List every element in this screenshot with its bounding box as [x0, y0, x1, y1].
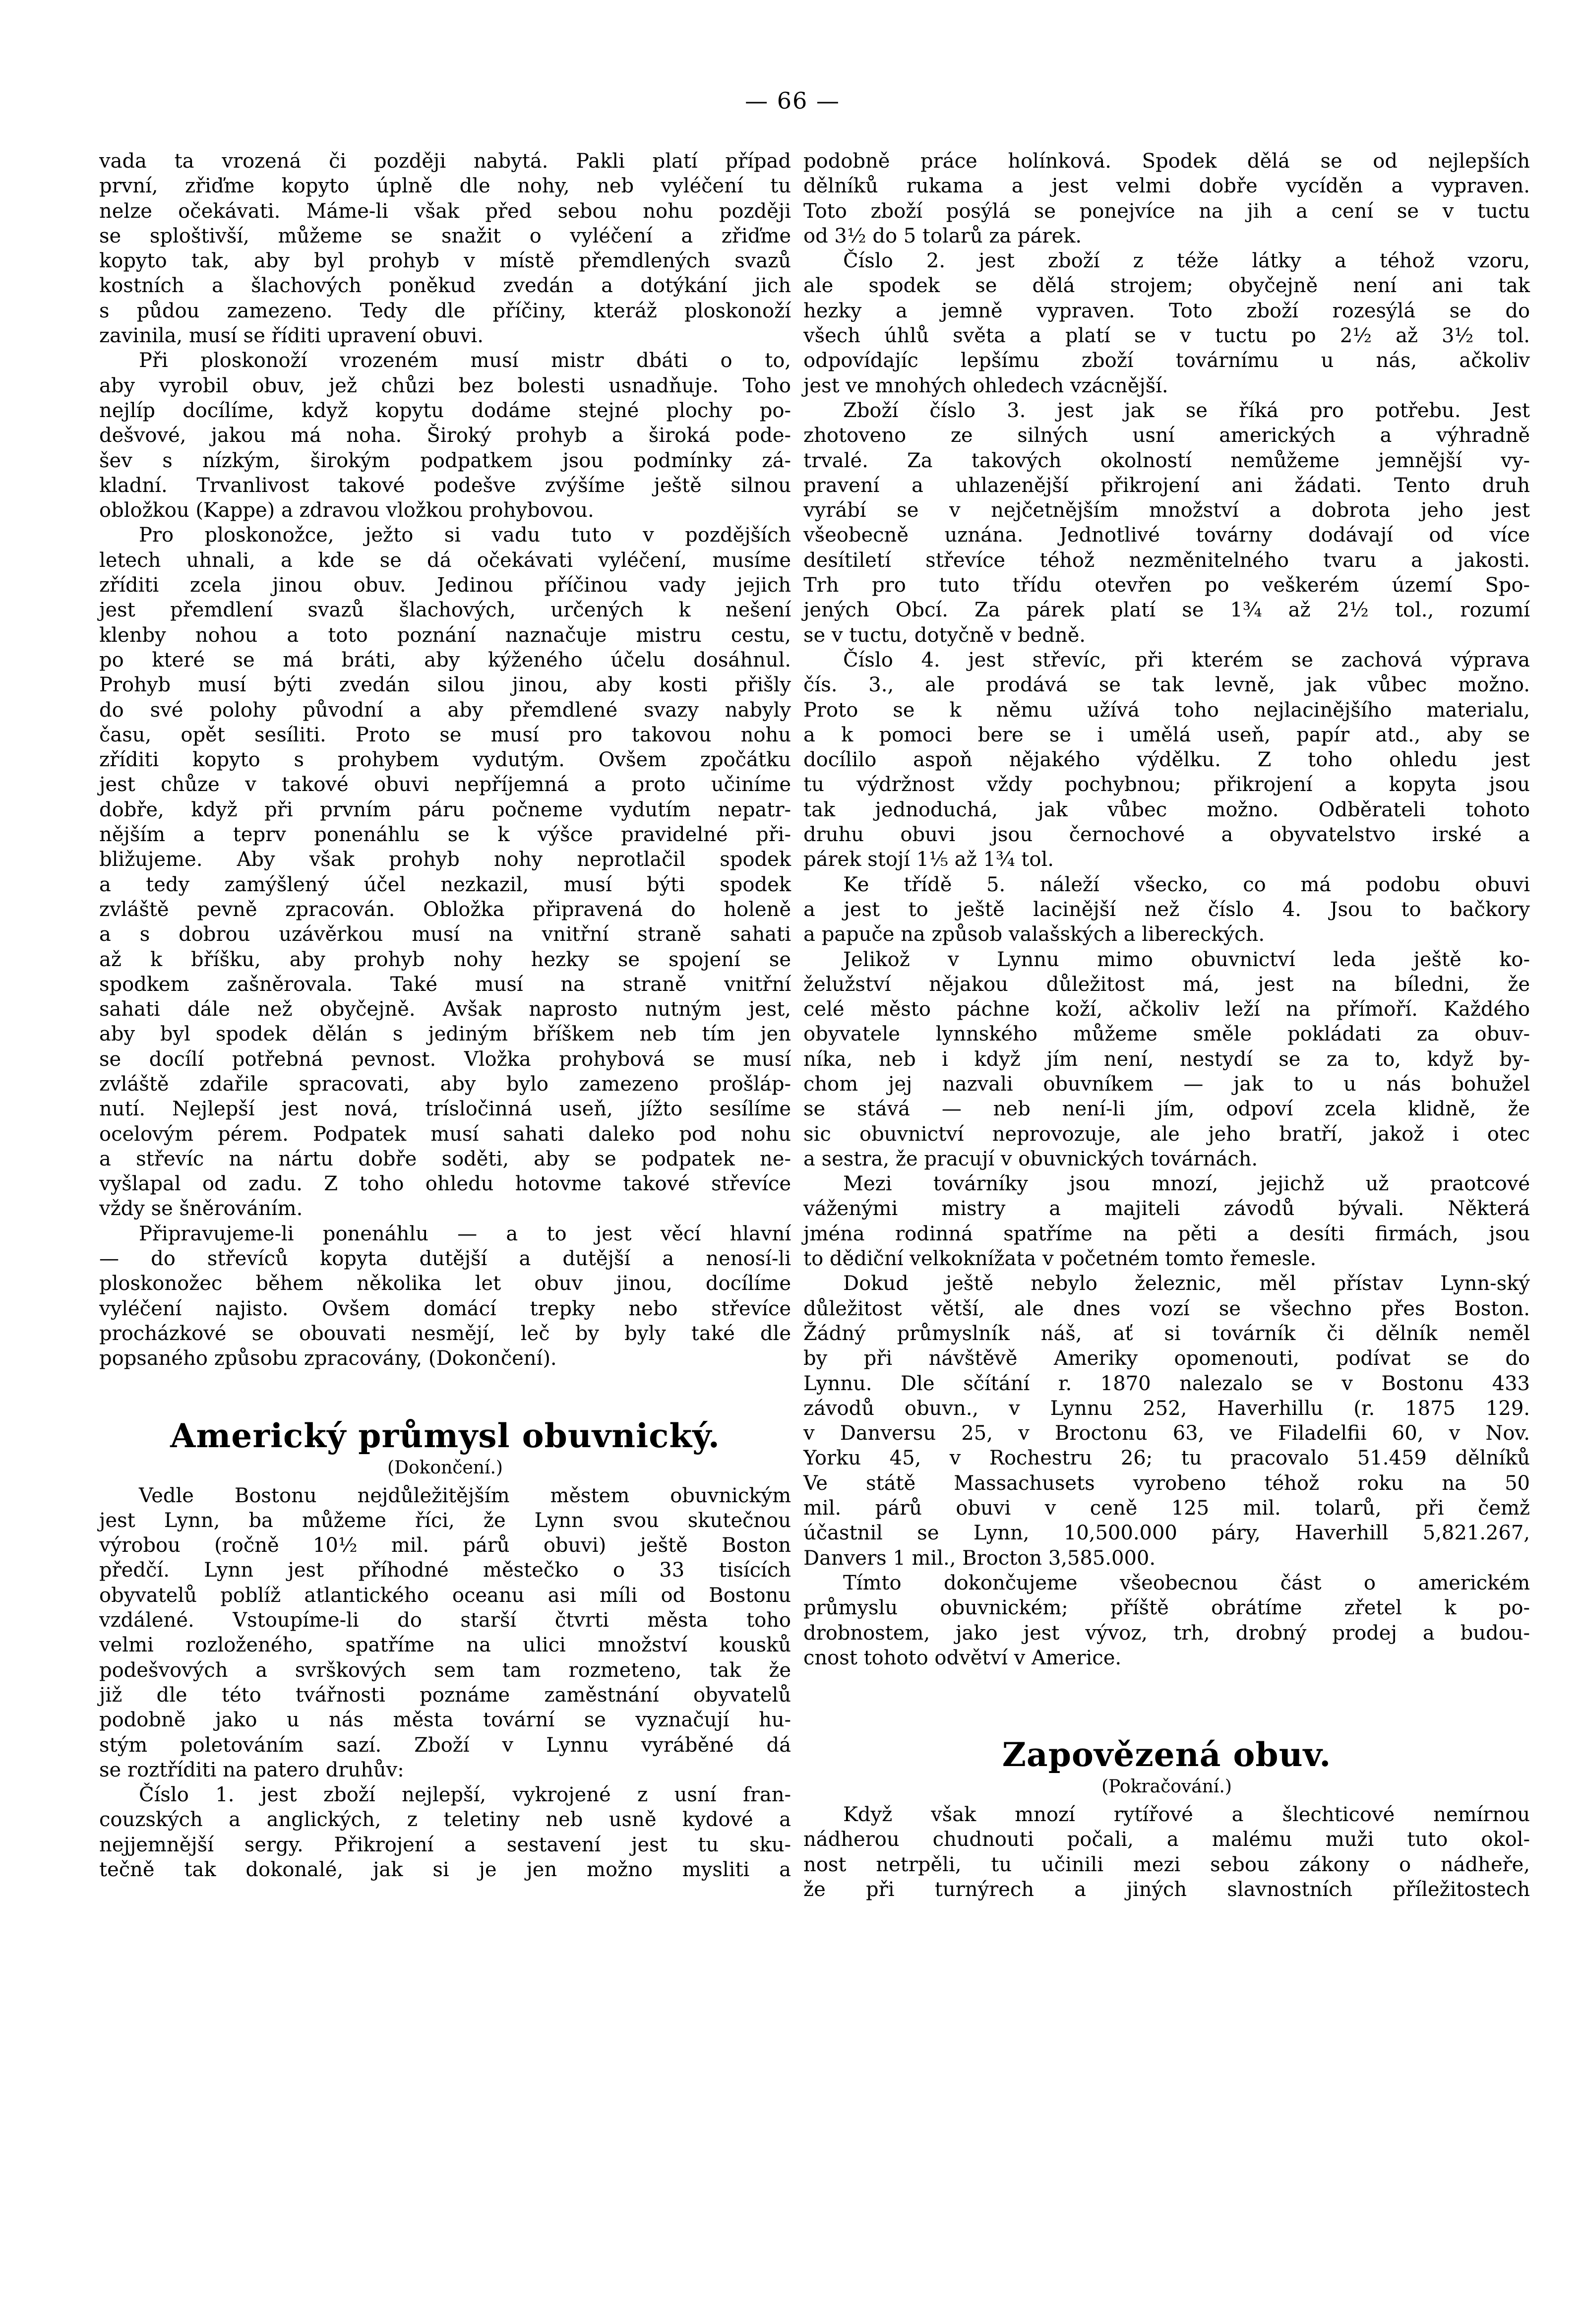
text-line: pravení a uhlazenější přikrojení ani žádati. Tento druh — [803, 474, 1530, 497]
text-line: se v tuctu, dotyčně v bedně. — [803, 623, 1086, 647]
text-line: váženými mistry a majiteli závodů bývali. Některá — [803, 1197, 1530, 1221]
article-body-zapovezena-obuv — [803, 1802, 1530, 1902]
text-line: bližujeme. Aby však prohyb nohy neprotlačil spodek — [99, 848, 791, 871]
text-line: zhotoveno ze silných usní amerických a výhradně — [803, 424, 1530, 447]
text-line: tečně tak dokonalé, jak si je jen možno mysliti a — [99, 1858, 791, 1881]
text-line: cnost tohoto odvětví v Americe. — [803, 1646, 1122, 1669]
text-line: se docílí potřebná pevnost. Vložka prohybová se musí — [99, 1047, 791, 1071]
text-line: v Danversu 25, v Broctonu 63, ve Filadelfii 60, v Nov. — [803, 1422, 1530, 1445]
text-line: a střevíc na nártu dobře soděti, aby se podpatek ne- — [99, 1147, 791, 1170]
text-line: čís. 3., ale prodává se tak levně, jak vůbec možno. — [803, 673, 1530, 697]
text-line: couzských a anglických, z teletiny neb usně kydové a — [99, 1808, 791, 1832]
text-line: obyvatelů poblíž atlantického oceanu asi míli od Bostonu — [99, 1584, 791, 1607]
text-line: do své polohy původní a aby přemdlené svazy nabyly — [99, 698, 791, 722]
text-line: nejjemnější sergy. Přikrojení a sestavení jest tu sku- — [99, 1833, 791, 1856]
text-line: odpovídajíc lepšímu zboží továrnímu u nás, ačkoliv — [803, 349, 1530, 372]
text-line: Tímto dokončujeme všeobecnou část o americkém — [843, 1571, 1530, 1594]
text-line: s půdou zamezeno. Tedy dle příčiny, kteráž ploskonoží — [99, 299, 791, 322]
text-line: dobře, když při prvním páru počneme vydutím nepatr- — [99, 798, 791, 821]
text-line: drobnostem, jako jest vývoz, trh, drobný prodej a budou- — [803, 1621, 1530, 1645]
text-line: aby byl spodek dělán s jediným bříškem neb tím jen — [99, 1023, 791, 1046]
text-line: Zboží číslo 3. jest jak se říká pro potřebu. Jest — [843, 399, 1530, 422]
text-line: párek stojí 1⅕ až 1¾ tol. — [803, 848, 1054, 871]
text-line: výrobou (ročně 10½ mil. párů obuvi) ještě Boston — [99, 1534, 791, 1557]
text-line: ocelovým pérem. Podpatek musí sahati daleko pod nohu — [99, 1122, 791, 1146]
text-line: všech úhlů světa a platí se v tuctu po 2½ až 3½ tol. — [803, 324, 1530, 348]
text-line: sic obuvnictví neprovozuje, ale jeho bratří, jakož i otec — [803, 1122, 1530, 1146]
text-line: celé město páchne koží, ačkoliv leží na přímoří. Každého — [803, 998, 1530, 1021]
text-line: a sestra, že pracují v obuvnických továrnách. — [803, 1147, 1258, 1170]
text-line: Proto se k němu užívá toho nejlacinějšího materialu, — [803, 698, 1530, 722]
text-line: ploskonožec během několika let obuv jinou, docílíme — [99, 1272, 791, 1295]
text-line: Číslo 4. jest střevíc, při kterém se zachová výprava — [843, 648, 1530, 672]
text-line: nelze očekávati. Máme-li však před sebou nohu později — [99, 199, 791, 223]
text-line: závodů obuvn., v Lynnu 252, Haverhillu (r. 1875 129. — [803, 1397, 1530, 1420]
text-line: nost netrpěli, tu učinili mezi sebou zákony o nádheře, — [803, 1853, 1530, 1876]
text-line: podobně jako u nás města tovární se vyznačují hu- — [99, 1709, 791, 1732]
text-line: Při ploskonoží vrozeném musí mistr dbáti o to, — [139, 349, 791, 372]
text-line: dešvové, jakou má noha. Široký prohyb a široká pode- — [99, 424, 791, 447]
text-line: vyléčení najisto. Ovšem domácí trepky nebo střevíce — [99, 1297, 791, 1320]
text-line: podešvových a svrškových sem tam rozmeteno, tak že — [99, 1658, 791, 1682]
text-line: stým poletováním sazí. Zboží v Lynnu vyráběné dá — [99, 1733, 791, 1757]
text-line: zvláště zdařile spracovati, aby bylo zamezeno prošláp- — [99, 1072, 791, 1096]
text-line: klenby nohou a toto poznání naznačuje mistru cestu, — [99, 623, 791, 647]
text-line: účastnil se Lynn, 10,500.000 páry, Haverhill 5,821.267, — [803, 1522, 1530, 1545]
text-line: a s dobrou uzávěrkou musí na vnitřní straně sahati — [99, 923, 791, 946]
text-line: kladní. Trvanlivost takové podešve zvýšíme ještě silnou — [99, 474, 791, 497]
text-line: trvalé. Za takových okolností nemůžeme jemnější vy- — [803, 449, 1530, 472]
text-line: druhu obuvi jsou černochové a obyvatelstvo irské a — [803, 823, 1530, 847]
text-line: Danvers 1 mil., Brocton 3,585.000. — [803, 1546, 1156, 1570]
text-line: Prohyb musí býti zvedán silou jinou, aby kosti přišly — [99, 673, 791, 697]
text-line: Ke třídě 5. náleží všecko, co má podobu obuvi — [843, 873, 1530, 896]
text-line: Vedle Bostonu nejdůležitějším městem obuvnickým — [139, 1484, 791, 1507]
text-line: že při turnýrech a jiných slavnostních příležitostech — [803, 1878, 1530, 1901]
text-line: jest ve mnohých ohledech vzácnější. — [803, 374, 1168, 397]
text-line: vzdálené. Vstoupíme-li do starší čtvrti města toho — [99, 1609, 791, 1632]
text-line: a jest to ještě lacinější než číslo 4. Jsou to bačkory — [803, 898, 1530, 921]
text-line: podobně práce holínková. Spodek dělá se od nejlepších — [803, 150, 1530, 173]
text-line: Yorku 45, v Rochestru 26; tu pracovalo 51.459 dělníků — [803, 1447, 1530, 1470]
text-line: Trh pro tuto třídu otevřen po veškerém území Spo- — [803, 574, 1530, 597]
text-line: procházkové se obouvati nesmějí, leč by byly také dle — [99, 1322, 791, 1345]
text-line: želužství nějakou důležitost má, jest na bíledni, že — [803, 973, 1530, 996]
text-line: se stává — neb není-li jím, odpoví zcela klidně, že — [803, 1098, 1530, 1121]
text-line: od 3½ do 5 tolarů za párek. — [803, 224, 1082, 247]
text-line: tu výdržnost vždy pochybnou; přikrojení a kopyta jsou — [803, 773, 1530, 796]
text-line: nádherou chudnouti počali, a malému muži tuto okol- — [803, 1828, 1530, 1851]
text-line: jest Lynn, ba můžeme říci, že Lynn svou skutečnou — [99, 1509, 791, 1532]
text-line: času, opět sesíliti. Proto se musí pro takovou nohu — [99, 723, 791, 746]
text-line: jených Obcí. Za párek platí se 1¾ až 2½ tol., rozumí — [803, 599, 1530, 622]
text-line: a tedy zamýšlený účel nezkazil, musí býti spodek — [99, 873, 791, 896]
text-line: popsaného způsobu zpracovány, (Dokončení). — [99, 1347, 557, 1370]
article-body-americky-prumysl-cont — [803, 149, 1530, 1670]
article-heading-zapovezena-obuv: Zapovězená obuv. — [1002, 1735, 1332, 1774]
text-line: Lynnu. Dle sčítání r. 1870 nalezalo se v Bostonu 433 — [803, 1372, 1530, 1395]
text-line: Když však mnozí rytířové a šlechticové nemírnou — [843, 1803, 1530, 1827]
text-line: nejlíp docílíme, když kopytu dodáme stejné plochy po- — [99, 399, 791, 422]
text-line: Číslo 1. jest zboží nejlepší, vykrojené z usní fran- — [139, 1783, 791, 1807]
left-column — [99, 149, 791, 1882]
text-line: až k bříšku, aby prohyb nohy hezky se spojení se — [99, 948, 791, 971]
text-line: sahati dále než obyčejně. Avšak naprosto nutným jest, — [99, 998, 791, 1021]
text-line: kopyto tak, aby byl prohyb v místě přemdlených svazů — [99, 249, 791, 273]
text-line: po které se má bráti, aby kýženého účelu dosáhnul. — [99, 648, 791, 672]
article-continuation — [99, 149, 791, 1371]
page-number: — 66 — — [745, 87, 840, 114]
article-heading-americky-prumysl: Americký průmysl obuvnický. — [170, 1416, 720, 1455]
text-line: průmyslu obuvnickém; příště obrátíme zřetel k po- — [803, 1596, 1530, 1620]
text-line: důležitost větší, ale dnes vozí se všechno přes Boston. — [803, 1297, 1530, 1320]
article-body-americky-prumysl — [99, 1483, 791, 1883]
text-line: zříditi kopyto s prohybem vydutým. Ovšem zpočátku — [99, 748, 791, 772]
text-line: první, zřiďme kopyto úplně dle nohy, neb vyléčení tu — [99, 175, 791, 198]
text-line: chom jej nazvali obuvníkem — jak to u nás bohužel — [803, 1072, 1530, 1096]
text-line: obyvatele lynnského můžeme směle pokládati za obuv- — [803, 1023, 1530, 1046]
text-line: Mezi továrníky jsou mnozí, jejichž už praotcové — [843, 1172, 1530, 1196]
text-line: se sploštivší, můžeme se snažit o vyléčení a zřiďme — [99, 224, 791, 247]
text-line: aby vyrobil obuv, jež chůzi bez bolesti usnadňuje. Toho — [99, 374, 791, 397]
text-line: a k pomoci bere se i umělá useň, papír atd., aby se — [803, 723, 1530, 746]
text-line: — do střevíců kopyta dutější a dutější a nenosí-li — [99, 1247, 791, 1271]
text-line: to dědiční velkoknížata v početném tomto řemesle. — [803, 1247, 1317, 1271]
text-line: vyšlapal od zadu. Z toho ohledu hotovme takové střevíce — [99, 1172, 791, 1196]
text-line: nutí. Nejlepší jest nová, trísločinná useň, jížto sesílíme — [99, 1098, 791, 1121]
text-line: zvláště pevně zpracován. Obložka připravená do holeně — [99, 898, 791, 921]
right-column — [803, 149, 1530, 1902]
text-line: Číslo 2. jest zboží z téže látky a téhož vzoru, — [843, 249, 1530, 273]
text-line: tak jednoduchá, jak vůbec možno. Odběrateli tohoto — [803, 798, 1530, 821]
text-line: Toto zboží posýlá se ponejvíce na jih a cení se v tuctu — [803, 199, 1530, 223]
text-line: zavinila, musí se říditi upravení obuvi. — [99, 324, 484, 348]
text-line: desítiletí střevíce téhož nezměnitelného tvaru a jakosti. — [803, 549, 1530, 572]
text-line: velmi rozloženého, spatříme na ulici množství kousků — [99, 1634, 791, 1657]
text-line: šev s nízkým, širokým podpatkem jsou podmínky zá- — [99, 449, 791, 472]
text-line: a papuče na způsob valašských a libereckých. — [803, 923, 1265, 946]
text-line: letech uhnali, a kde se dá očekávati vyléčení, musíme — [99, 549, 791, 572]
text-line: vždy se šněrováním. — [99, 1197, 303, 1221]
text-line: Ve státě Massachusets vyrobeno téhož roku na 50 — [803, 1471, 1530, 1495]
text-line: ale spodek se dělá strojem; obyčejně není ani tak — [803, 274, 1530, 298]
text-line: by při návštěvě Ameriky opomenouti, podívat se do — [803, 1347, 1530, 1370]
text-line: jest přemdlení svazů šlachových, určených k nešení — [99, 599, 791, 622]
text-line: jména rodinná spatříme na pěti a desíti firmách, jsou — [803, 1222, 1530, 1245]
text-line: Žádný průmyslník náš, ať si továrník či dělník neměl — [803, 1322, 1530, 1345]
text-line: vyrábí se v nejčetnějším množství a dobrota jeho jest — [803, 499, 1530, 522]
text-line: všeobecně uznána. Jednotlivé továrny dodávají od více — [803, 524, 1530, 547]
text-line: Dokud ještě nebylo železnic, měl přístav Lynn-ský — [843, 1272, 1530, 1295]
article-subheading: (Dokončení.) — [387, 1457, 503, 1478]
text-line: níka, neb i když jím není, nestydí se za to, když by- — [803, 1047, 1530, 1071]
text-line: Jelikož v Lynnu mimo obuvnictví leda ještě ko- — [843, 948, 1530, 971]
text-line: kostních a šlachových poněkud zvedán a dotýkání jich — [99, 274, 791, 298]
text-line: nějším a teprv ponenáhlu se k výšce pravidelné při- — [99, 823, 791, 847]
text-line: obložkou (Kappe) a zdravou vložkou prohybovou. — [99, 499, 594, 522]
text-line: vada ta vrozená či později nabytá. Pakli platí případ — [99, 150, 791, 173]
text-line: dělníků rukama a jest velmi dobře vycíděn a vypraven. — [803, 175, 1530, 198]
text-line: předčí. Lynn jest příhodné městečko o 33 tisících — [99, 1559, 791, 1582]
text-line: jest chůze v takové obuvi nepříjemná a proto učiníme — [99, 773, 791, 796]
text-line: zříditi zcela jinou obuv. Jedinou příčinou vady jejich — [99, 574, 791, 597]
text-line: spodkem zašněrovala. Také musí na straně vnitřní — [99, 973, 791, 996]
text-line: již dle této tvářnosti poznáme zaměstnání obyvatelů — [99, 1683, 791, 1707]
text-line: Pro ploskonožce, ježto si vadu tuto v pozdějších — [139, 524, 791, 547]
text-line: Připravujeme-li ponenáhlu — a to jest věcí hlavní — [139, 1222, 791, 1245]
text-line: docílilo aspoň nějakého výdělku. Z toho ohledu jest — [803, 748, 1530, 772]
article-subheading: (Pokračování.) — [1101, 1776, 1232, 1797]
text-line: hezky a jemně vypraven. Toto zboží rozesýlá se do — [803, 299, 1530, 322]
text-line: mil. párů obuvi v ceně 125 mil. tolarů, při čemž — [803, 1497, 1530, 1520]
text-line: se roztříditi na patero druhův: — [99, 1758, 404, 1781]
